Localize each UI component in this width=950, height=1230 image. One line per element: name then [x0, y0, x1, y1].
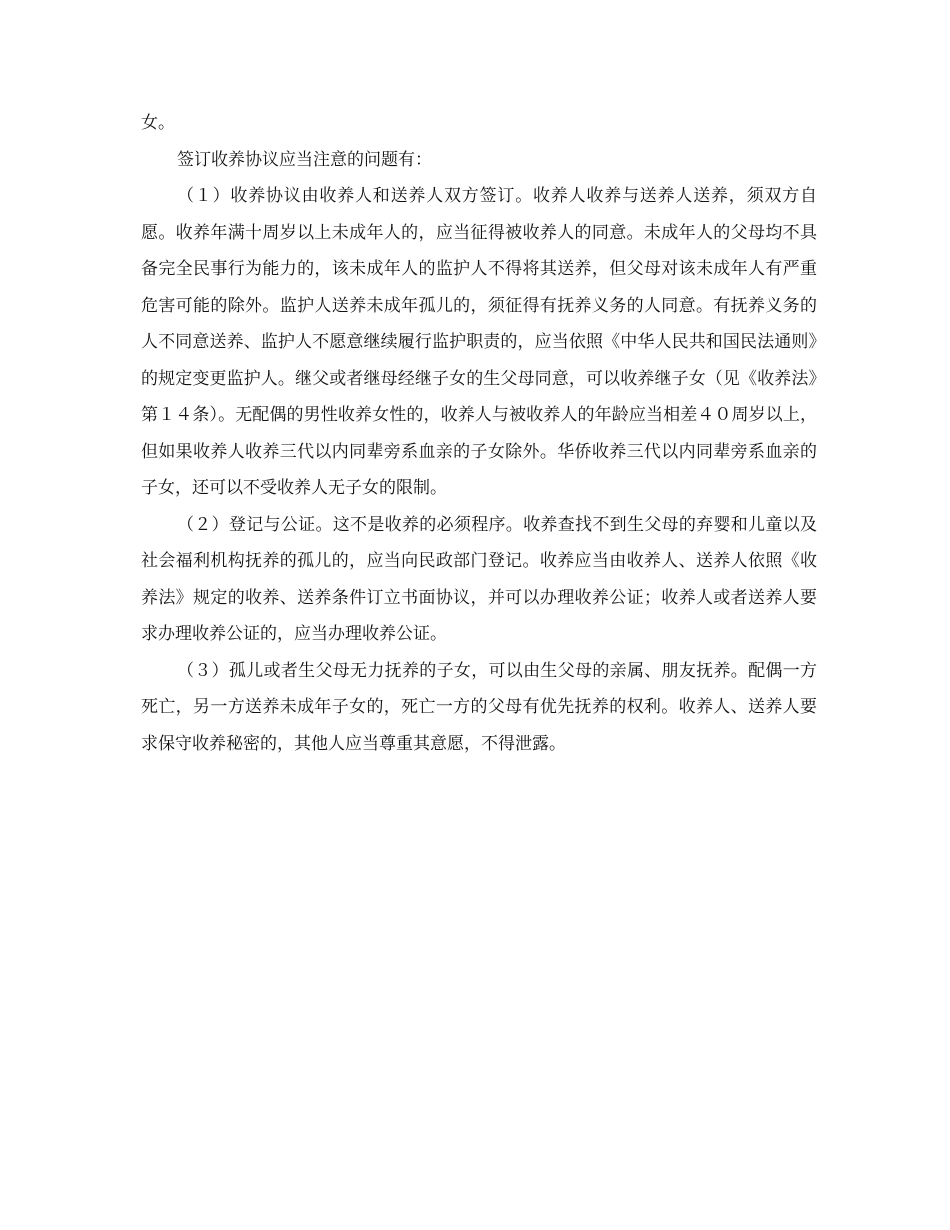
paragraph-item-3: （３）孤儿或者生父母无力抚养的子女，可以由生父母的亲属、朋友抚养。配偶一方死亡，另一方送养未成年子女的，死亡一方的父母有优先抚养的权利。收养人、送养人要求保守收养秘密的，其他人应当尊重其意愿，不得泄露。: [141, 660, 817, 754]
paragraph-continuation: 女。: [141, 113, 175, 133]
document-body: [141, 105, 817, 762]
paragraph-item-1: （１）收养协议由收养人和送养人双方签订。收养人收养与送养人送养，须双方自愿。收养年满十周岁以上未成年人的，应当征得被收养人的同意。未成年人的父母均不具备完全民事行为能力的，该未成年人的监护人不得将其送养，但父母对该未成年人有严重危害可能的除外。监护人送养未成年孤儿的，须征得有抚养义务的人同意。有抚养义务的人不同意送养、监护人不愿意继续履行监护职责的，应当依照《中华人民共和国民法通则》的规定变更监护人。继父或者继母经继子女的生父母同意，可以收养继子女（见《收养法》第１４条）。无配偶的男性收养女性的，收养人与被收养人的年龄应当相差４０周岁以上，但如果收养人收养三代以内同辈旁系血亲的子女除外。华侨收养三代以内同辈旁系血亲的子女，还可以不受收养人无子女的限制。: [141, 186, 817, 498]
paragraph-item-2: （２）登记与公证。这不是收养的必须程序。收养查找不到生父母的弃婴和儿童以及社会福利机构抚养的孤儿的，应当向民政部门登记。收养应当由收养人、送养人依照《收养法》规定的收养、送养条件订立书面协议，并可以办理收养公证；收养人或者送养人要求办理收养公证的，应当办理收养公证。: [141, 514, 817, 644]
paragraph-heading: 签订收养协议应当注意的问题有：: [177, 149, 432, 170]
